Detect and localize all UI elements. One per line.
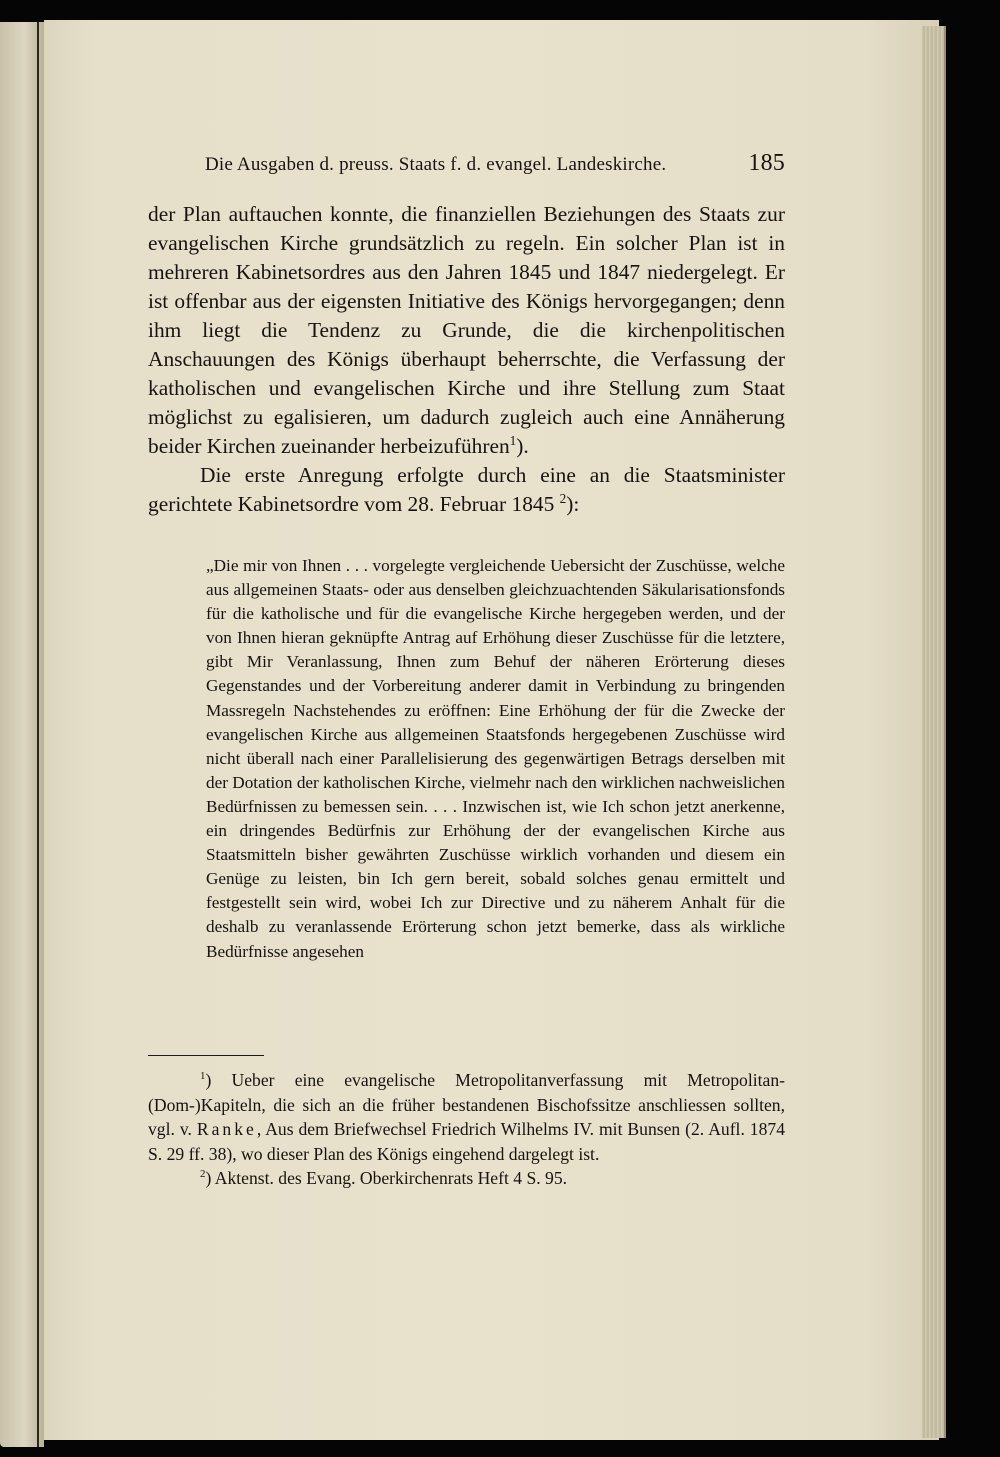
paragraph-2 [148,461,785,519]
footnote-1-mark: 1 [200,1070,206,1083]
footnote-1-author: Ranke [196,1119,257,1139]
paragraph-1 [148,200,785,461]
footnote-2-text: ) Aktenst. des Evang. Oberkirchenrats Heft 4 S. 95. [205,1168,568,1188]
footnote-rule [148,1055,264,1056]
footnote-ref-2: 2 [559,490,567,506]
footnote-1-text-b: , Aus dem Briefwechsel Friedrich Wilhelms IV. mit Bunsen (2. Aufl. 1874 S. 29 ff. 38), wo dieser Plan des Königs eingehend dargelegt ist. [148,1119,785,1164]
paragraph-2-text: Die erste Anregung erfolgte durch eine an die Staatsminister gerichtete Kabinetsordre vom 28. Februar 1845 [148,463,785,516]
footnote-1-text-a: ) Ueber eine evangelische Metropolitanverfassung mit Metropolitan-(Dom-)Kapiteln, die sich an die früher bestandenen Bischofssitze anschliessen sollten, vgl. v. [148,1070,785,1139]
running-head [205,150,785,177]
paragraph-1-text: der Plan auftauchen konnte, die finanziellen Beziehungen des Staats zur evangelischen Kirche grundsätzlich zu regeln. Ein solcher Plan ist in mehreren Kabinetsordres aus den Jahren 1845 und 1847 niedergelegt. Er ist offenbar aus der eigensten Initiative des Königs hervorgegangen; denn ihm liegt die Tendenz zu Grunde, die die kirchenpolitischen Anschauungen des Königs überhaupt beherrschte, die Verfassung der katholischen und evangelischen Kirche und ihre Stellung zum Staat möglichst zu egalisieren, um dadurch zugleich auch eine Annäherung beider Kirchen zueinander herbeizuführen [148,202,785,458]
footnote-ref-1: 1 [509,432,517,448]
footnotes [148,1068,785,1191]
footnote-1 [148,1068,785,1166]
running-head-title: Die Ausgaben d. preuss. Staats f. d. evangel. Landeskirche. [205,154,667,175]
footnote-2 [148,1166,785,1191]
footnote-2-mark: 2 [200,1168,206,1181]
page-number: 185 [748,150,785,176]
body-text [148,200,785,519]
page-stack-edge [922,26,946,1438]
gutter [37,22,39,1447]
paragraph-2-end: ): [566,492,580,516]
quote-text: „Die mir von Ihnen . . . vorgelegte vergleichende Uebersicht der Zuschüsse, welche aus allgemeinen Staats- oder aus denselben gleichzuachtenden Säkularisationsfonds für die katholische und für die evangelische Kirche hergegeben werden, und der von Ihnen hieran geknüpfte Antrag auf Erhöhung dieser Zuschüsse für die letztere, gibt Mir Veranlassung, Ihnen zum Behuf der näheren Erörterung dieses Gegenstandes und der Vorbereitung anderer damit in Verbindung zu bringenden Massregeln Nachstehendes zu eröffnen: Eine Erhöhung der für die Zwecke der evangelischen Kirche aus allgemeinen Staatsfonds hergegebenen Zuschüsse wird nicht überall nach einer Parallelisierung des gegenwärtigen Betrags derselben mit der Dotation der katholischen Kirche, vielmehr nach den wirklichen nachweislichen Bedürfnissen zu bemessen sein. . . . Inzwischen ist, wie Ich schon jetzt anerkenne, ein dringendes Bedürfnis zur Erhöhung der der evangelischen Kirche aus Staatsmitteln bisher gewährten Zuschüsse wirklich vorhanden und diesem ein Genüge zu leisten, bin Ich gern bereit, sobald solches genau ermittelt und festgestellt sein wird, wobei Ich zur Directive und zu näherem Anhalt für die deshalb zu veranlassende Erörterung schon jetzt bemerke, dass als wirkliche Bedürfnisse angesehen [206,556,785,961]
block-quote [206,554,785,964]
paragraph-1-end: ). [516,434,529,458]
